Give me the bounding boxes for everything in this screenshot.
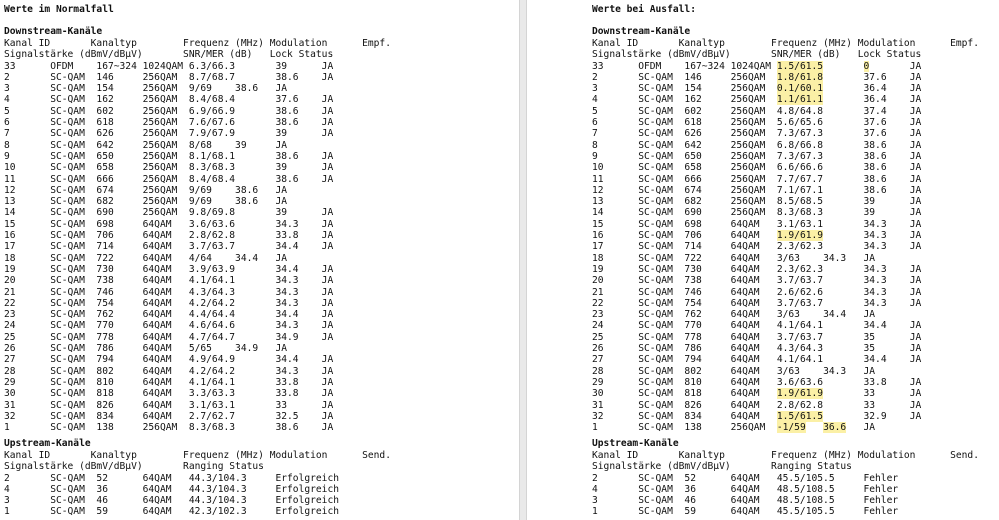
- row-channel-info: 1 SC-QAM 138 256QAM: [592, 422, 777, 434]
- row-lock-status: JA: [875, 207, 922, 219]
- table-row: 4 SC-QAM 36 64QAM 48.5/108.5 Fehler: [592, 483, 899, 495]
- row-snr-mer: 33: [863, 399, 876, 411]
- row-channel-info: 28 SC-QAM 802 64QAM: [592, 365, 777, 377]
- table-row: [592, 185, 921, 196]
- row-snr-mer: 37.6: [863, 117, 887, 129]
- row-spacer: [823, 320, 863, 331]
- table-row: 19 SC-QAM 730 64QAM 3.9/63.9 34.4 JA: [4, 263, 334, 275]
- table-row: [592, 117, 921, 128]
- row-spacer: [823, 106, 863, 117]
- table-row: [592, 207, 921, 218]
- row-lock-status: JA: [886, 218, 922, 230]
- row-signal-strength: 1.5/61.5: [776, 60, 824, 72]
- row-snr-mer: 36.6: [823, 422, 847, 434]
- table-header-line: Kanal ID Kanaltyp Frequenz (MHz) Modulation Send.: [592, 450, 979, 461]
- row-signal-strength: 3.1/63.1: [776, 218, 824, 230]
- table-row: [592, 83, 921, 94]
- row-channel-info: 30 SC-QAM 818 64QAM: [592, 388, 777, 400]
- row-channel-info: 29 SC-QAM 810 64QAM: [592, 376, 777, 388]
- table-row: [592, 72, 921, 83]
- row-channel-info: 32 SC-QAM 834 64QAM: [592, 410, 777, 422]
- row-spacer: [823, 287, 863, 298]
- row-lock-status: JA: [886, 354, 922, 366]
- row-lock-status: JA: [886, 286, 922, 298]
- row-signal-strength: 7.3/67.3: [776, 150, 824, 162]
- row-snr-mer: 36.4: [863, 83, 887, 95]
- table-row: 10 SC-QAM 658 256QAM 8.3/68.3 39 JA: [4, 162, 334, 174]
- table-row: [592, 320, 921, 331]
- row-lock-status: JA: [886, 83, 922, 95]
- row-snr-mer: 34.3: [823, 365, 847, 377]
- upstream-table: [4, 450, 391, 518]
- row-snr-mer: 0: [863, 60, 870, 72]
- table-row: [592, 309, 875, 320]
- row-signal-strength: 4.3/64.3: [776, 343, 824, 355]
- row-signal-strength: 3.7/63.7: [776, 297, 824, 309]
- table-row: 1 SC-QAM 138 256QAM 8.3/68.3 38.6 JA: [4, 422, 334, 434]
- table-row: [592, 106, 921, 117]
- row-snr-mer: 34.3: [863, 218, 887, 230]
- row-lock-status: JA: [886, 410, 922, 422]
- table-row: [592, 400, 921, 411]
- row-spacer: [823, 241, 863, 252]
- upstream-table: [592, 450, 979, 518]
- row-signal-strength: 5.6/65.6: [776, 117, 824, 129]
- table-row: 22 SC-QAM 754 64QAM 4.2/64.2 34.3 JA: [4, 297, 334, 309]
- table-row: 33 OFDM 167~324 1024QAM 6.3/66.3 39 JA: [4, 60, 334, 72]
- table-row: 11 SC-QAM 666 256QAM 8.4/68.4 38.6 JA: [4, 173, 334, 185]
- row-spacer: [806, 422, 823, 433]
- row-signal-strength: 3.7/63.7: [776, 275, 824, 287]
- row-snr-mer: 34.4: [863, 354, 887, 366]
- row-snr-mer: 34.3: [863, 230, 887, 242]
- row-channel-info: 23 SC-QAM 762 64QAM: [592, 309, 777, 321]
- table-row: 31 SC-QAM 826 64QAM 3.1/63.1 33 JA: [4, 399, 334, 411]
- table-row: [592, 388, 921, 399]
- table-row: [592, 366, 875, 377]
- row-snr-mer: 34.3: [863, 263, 887, 275]
- row-signal-strength: 1.9/61.9: [776, 388, 824, 400]
- row-signal-strength: 4.1/64.1: [776, 320, 824, 332]
- row-signal-strength: 4.1/64.1: [776, 354, 824, 366]
- row-lock-status: JA: [886, 241, 922, 253]
- table-row: [592, 162, 921, 173]
- table-row: 29 SC-QAM 810 64QAM 4.1/64.1 33.8 JA: [4, 376, 334, 388]
- table-header-line: Kanal ID Kanaltyp Frequenz (MHz) Modulation Empf.: [592, 38, 979, 49]
- panel-title: Werte im Normalfall: [4, 4, 114, 15]
- table-row: 17 SC-QAM 714 64QAM 3.7/63.7 34.4 JA: [4, 241, 334, 253]
- table-row: 27 SC-QAM 794 64QAM 4.9/64.9 34.4 JA: [4, 354, 334, 366]
- row-signal-strength: 8.3/68.3: [776, 207, 824, 219]
- row-channel-info: 4 SC-QAM 162 256QAM: [592, 94, 777, 106]
- row-lock-status: JA: [886, 162, 922, 174]
- row-channel-info: 33 OFDM 167~324 1024QAM: [592, 60, 777, 72]
- row-snr-mer: 34.3: [863, 275, 887, 287]
- row-signal-strength: 4.8/64.8: [776, 105, 824, 117]
- row-channel-info: 11 SC-QAM 666 256QAM: [592, 173, 777, 185]
- row-spacer: [823, 151, 863, 162]
- row-channel-info: 7 SC-QAM 626 256QAM: [592, 128, 777, 140]
- table-row: 12 SC-QAM 674 256QAM 9/69 38.6 JA: [4, 184, 288, 196]
- row-signal-strength: 7.7/67.7: [776, 173, 824, 185]
- table-row: [592, 332, 921, 343]
- downstream-section-title: Downstream-Kanäle: [592, 26, 691, 37]
- row-channel-info: 15 SC-QAM 698 64QAM: [592, 218, 777, 230]
- row-lock-status: JA: [869, 60, 922, 72]
- row-spacer: [823, 230, 863, 241]
- row-spacer: [823, 298, 863, 309]
- table-row: 23 SC-QAM 762 64QAM 4.4/64.4 34.4 JA: [4, 309, 334, 321]
- row-signal-strength: 2.6/62.6: [776, 286, 824, 298]
- row-signal-strength: 1.8/61.8: [776, 71, 824, 83]
- upstream-section-title: Upstream-Kanäle: [592, 438, 679, 449]
- row-channel-info: 22 SC-QAM 754 64QAM: [592, 297, 777, 309]
- row-lock-status: JA: [886, 297, 922, 309]
- table-header-line: Signalstärke (dBmV/dBµV) SNR/MER (dB) Lock Status: [592, 49, 922, 61]
- table-row: 30 SC-QAM 818 64QAM 3.3/63.3 33.8 JA: [4, 388, 334, 400]
- table-row: 16 SC-QAM 706 64QAM 2.8/62.8 33.8 JA: [4, 230, 334, 242]
- table-row: [592, 298, 921, 309]
- table-row: 4 SC-QAM 162 256QAM 8.4/68.4 37.6 JA: [4, 94, 334, 106]
- row-lock-status: JA: [875, 331, 922, 343]
- row-signal-strength: 2.3/62.3: [776, 241, 824, 253]
- row-snr-mer: 36.4: [863, 94, 887, 106]
- row-signal-strength: 6.6/66.6: [776, 162, 824, 174]
- table-row: [592, 140, 921, 151]
- row-signal-strength: 3/63: [776, 365, 800, 377]
- table-row: 2 SC-QAM 52 64QAM 44.3/104.3 Erfolgreich: [4, 472, 340, 484]
- row-channel-info: 25 SC-QAM 778 64QAM: [592, 331, 777, 343]
- table-row: 28 SC-QAM 802 64QAM 4.2/64.2 34.3 JA: [4, 365, 334, 377]
- row-snr-mer: 34.3: [863, 297, 887, 309]
- row-spacer: [823, 117, 863, 128]
- row-channel-info: 2 SC-QAM 146 256QAM: [592, 71, 777, 83]
- row-channel-info: 20 SC-QAM 738 64QAM: [592, 275, 777, 287]
- row-lock-status: JA: [875, 399, 922, 411]
- table-row: 1 SC-QAM 59 64QAM 42.3/102.3 Erfolgreich: [4, 506, 340, 518]
- row-signal-strength: 3/63: [776, 252, 800, 264]
- row-spacer: [823, 162, 863, 173]
- table-row: [592, 287, 921, 298]
- table-row: [592, 61, 921, 72]
- row-spacer: [823, 400, 863, 411]
- row-signal-strength: 1.5/61.5: [776, 410, 824, 422]
- row-spacer: [823, 377, 863, 388]
- row-lock-status: JA: [846, 365, 876, 377]
- row-snr-mer: 37.6: [863, 71, 887, 83]
- panel-title: Werte bei Ausfall:: [592, 4, 696, 15]
- row-lock-status: JA: [875, 196, 922, 208]
- row-snr-mer: 34.3: [823, 252, 847, 264]
- table-row: [592, 275, 921, 286]
- row-channel-info: 18 SC-QAM 722 64QAM: [592, 252, 777, 264]
- table-row: 25 SC-QAM 778 64QAM 4.7/64.7 34.9 JA: [4, 331, 334, 343]
- table-row: [592, 196, 921, 207]
- row-spacer: [823, 388, 863, 399]
- row-spacer: [800, 253, 823, 264]
- row-signal-strength: 8.5/68.5: [776, 196, 824, 208]
- downstream-table: [592, 38, 979, 433]
- row-spacer: [823, 411, 863, 422]
- row-channel-info: 6 SC-QAM 618 256QAM: [592, 117, 777, 129]
- table-row: 6 SC-QAM 618 256QAM 7.6/67.6 38.6 JA: [4, 117, 334, 129]
- row-snr-mer: 33.8: [863, 376, 887, 388]
- row-lock-status: JA: [886, 105, 922, 117]
- row-channel-info: 17 SC-QAM 714 64QAM: [592, 241, 777, 253]
- table-row: [592, 354, 921, 365]
- row-spacer: [823, 128, 863, 139]
- row-snr-mer: 34.3: [863, 241, 887, 253]
- row-lock-status: JA: [886, 139, 922, 151]
- panel-divider: [519, 0, 527, 520]
- row-spacer: [823, 72, 863, 83]
- row-spacer: [800, 366, 823, 377]
- row-channel-info: 9 SC-QAM 650 256QAM: [592, 150, 777, 162]
- row-signal-strength: 3.6/63.6: [776, 376, 824, 388]
- table-header-line: Signalstärke (dBmV/dBµV) Ranging Status: [4, 461, 264, 473]
- table-row: 3 SC-QAM 46 64QAM 48.5/108.5 Fehler: [592, 495, 899, 507]
- row-lock-status: JA: [886, 94, 922, 106]
- row-channel-info: 19 SC-QAM 730 64QAM: [592, 263, 777, 275]
- upstream-section-title: Upstream-Kanäle: [4, 438, 91, 449]
- table-header-line: Signalstärke (dBmV/dBµV) Ranging Status: [592, 461, 852, 473]
- row-channel-info: 12 SC-QAM 674 256QAM: [592, 184, 777, 196]
- table-row: 21 SC-QAM 746 64QAM 4.3/64.3 34.3 JA: [4, 286, 334, 298]
- table-row: 8 SC-QAM 642 256QAM 8/68 39 JA: [4, 139, 288, 151]
- row-channel-info: 8 SC-QAM 642 256QAM: [592, 139, 777, 151]
- row-channel-info: 16 SC-QAM 706 64QAM: [592, 230, 777, 242]
- downstream-section-title: Downstream-Kanäle: [4, 26, 103, 37]
- row-snr-mer: 39: [863, 207, 876, 219]
- row-channel-info: 5 SC-QAM 602 256QAM: [592, 105, 777, 117]
- row-snr-mer: 33: [863, 388, 876, 400]
- table-row: [592, 128, 921, 139]
- row-signal-strength: 0.1/60.1: [776, 83, 824, 95]
- row-lock-status: JA: [886, 230, 922, 242]
- row-channel-info: 24 SC-QAM 770 64QAM: [592, 320, 777, 332]
- row-snr-mer: 34.4: [823, 309, 847, 321]
- row-channel-info: 10 SC-QAM 658 256QAM: [592, 162, 777, 174]
- row-snr-mer: 34.3: [863, 286, 887, 298]
- row-signal-strength: 2.8/62.8: [776, 399, 824, 411]
- row-signal-strength: 1.9/61.9: [776, 230, 824, 242]
- row-lock-status: JA: [875, 343, 922, 355]
- row-spacer: [823, 140, 863, 151]
- row-channel-info: 21 SC-QAM 746 64QAM: [592, 286, 777, 298]
- row-signal-strength: -1/59: [776, 422, 806, 434]
- table-row: 26 SC-QAM 786 64QAM 5/65 34.9 JA: [4, 343, 288, 355]
- row-spacer: [823, 185, 863, 196]
- table-row: [592, 151, 921, 162]
- downstream-table: [4, 38, 391, 433]
- row-channel-info: 31 SC-QAM 826 64QAM: [592, 399, 777, 411]
- row-lock-status: JA: [886, 173, 922, 185]
- table-row: 3 SC-QAM 154 256QAM 9/69 38.6 JA: [4, 83, 288, 95]
- row-lock-status: JA: [886, 71, 922, 83]
- row-lock-status: JA: [886, 320, 922, 332]
- row-spacer: [823, 343, 863, 354]
- row-signal-strength: 7.3/67.3: [776, 128, 824, 140]
- row-lock-status: JA: [886, 117, 922, 129]
- row-signal-strength: 3.7/63.7: [776, 331, 824, 343]
- row-lock-status: JA: [875, 388, 922, 400]
- row-lock-status: JA: [886, 263, 922, 275]
- outage-values-panel: [528, 0, 999, 520]
- table-row: 5 SC-QAM 602 256QAM 6.9/66.9 38.6 JA: [4, 105, 334, 117]
- row-lock-status: JA: [846, 309, 876, 321]
- table-row: [592, 241, 921, 252]
- table-row: 18 SC-QAM 722 64QAM 4/64 34.4 JA: [4, 252, 288, 264]
- table-row: [592, 422, 875, 433]
- table-row: 2 SC-QAM 146 256QAM 8.7/68.7 38.6 JA: [4, 71, 334, 83]
- row-spacer: [823, 264, 863, 275]
- table-row: 13 SC-QAM 682 256QAM 9/69 38.6 JA: [4, 196, 288, 208]
- row-signal-strength: 6.8/66.8: [776, 139, 824, 151]
- row-spacer: [800, 309, 823, 320]
- row-snr-mer: 35: [863, 343, 876, 355]
- row-channel-info: 27 SC-QAM 794 64QAM: [592, 354, 777, 366]
- row-spacer: [823, 219, 863, 230]
- row-snr-mer: 35: [863, 331, 876, 343]
- row-snr-mer: 37.6: [863, 128, 887, 140]
- row-signal-strength: 2.3/62.3: [776, 263, 824, 275]
- row-spacer: [823, 83, 863, 94]
- table-row: 14 SC-QAM 690 256QAM 9.8/69.8 39 JA: [4, 207, 334, 219]
- table-row: 1 SC-QAM 59 64QAM 45.5/105.5 Fehler: [592, 506, 899, 518]
- table-row: [592, 230, 921, 241]
- row-lock-status: JA: [846, 422, 876, 434]
- row-snr-mer: 39: [863, 196, 876, 208]
- table-row: [592, 411, 921, 422]
- row-snr-mer: 38.6: [863, 139, 887, 151]
- row-spacer: [823, 275, 863, 286]
- table-row: [592, 174, 921, 185]
- row-snr-mer: 38.6: [863, 150, 887, 162]
- table-row: 4 SC-QAM 36 64QAM 44.3/104.3 Erfolgreich: [4, 483, 340, 495]
- row-spacer: [823, 207, 863, 218]
- table-row: 24 SC-QAM 770 64QAM 4.6/64.6 34.3 JA: [4, 320, 334, 332]
- row-lock-status: JA: [886, 184, 922, 196]
- table-row: [592, 264, 921, 275]
- row-spacer: [823, 332, 863, 343]
- table-header-line: Kanal ID Kanaltyp Frequenz (MHz) Modulation Empf.: [4, 38, 391, 49]
- row-spacer: [823, 174, 863, 185]
- row-lock-status: JA: [886, 376, 922, 388]
- table-header-line: Signalstärke (dBmV/dBµV) SNR/MER (dB) Lock Status: [4, 49, 334, 61]
- row-channel-info: 26 SC-QAM 786 64QAM: [592, 343, 777, 355]
- table-row: [592, 377, 921, 388]
- row-lock-status: JA: [886, 128, 922, 140]
- row-snr-mer: 37.4: [863, 105, 887, 117]
- row-signal-strength: 3/63: [776, 309, 800, 321]
- row-signal-strength: 1.1/61.1: [776, 94, 824, 106]
- table-row: 3 SC-QAM 46 64QAM 44.3/104.3 Erfolgreich: [4, 495, 340, 507]
- row-lock-status: JA: [846, 252, 876, 264]
- row-snr-mer: 34.4: [863, 320, 887, 332]
- table-header-line: Kanal ID Kanaltyp Frequenz (MHz) Modulation Send.: [4, 450, 391, 461]
- row-snr-mer: 38.6: [863, 162, 887, 174]
- table-row: 7 SC-QAM 626 256QAM 7.9/67.9 39 JA: [4, 128, 334, 140]
- table-row: [592, 253, 875, 264]
- row-spacer: [823, 196, 863, 207]
- row-spacer: [823, 354, 863, 365]
- table-row: 20 SC-QAM 738 64QAM 4.1/64.1 34.3 JA: [4, 275, 334, 287]
- row-snr-mer: 32.9: [863, 410, 887, 422]
- row-channel-info: 14 SC-QAM 690 256QAM: [592, 207, 777, 219]
- row-lock-status: JA: [886, 150, 922, 162]
- row-snr-mer: 38.6: [863, 184, 887, 196]
- table-row: [592, 94, 921, 105]
- row-spacer: [823, 61, 863, 72]
- row-channel-info: 13 SC-QAM 682 256QAM: [592, 196, 777, 208]
- row-signal-strength: 7.1/67.1: [776, 184, 824, 196]
- table-row: [592, 219, 921, 230]
- row-spacer: [823, 94, 863, 105]
- row-lock-status: JA: [886, 275, 922, 287]
- table-row: 32 SC-QAM 834 64QAM 2.7/62.7 32.5 JA: [4, 410, 334, 422]
- table-row: 15 SC-QAM 698 64QAM 3.6/63.6 34.3 JA: [4, 218, 334, 230]
- row-channel-info: 3 SC-QAM 154 256QAM: [592, 83, 777, 95]
- table-row: 2 SC-QAM 52 64QAM 45.5/105.5 Fehler: [592, 472, 899, 484]
- row-snr-mer: 38.6: [863, 173, 887, 185]
- table-row: [592, 343, 921, 354]
- table-row: 9 SC-QAM 650 256QAM 8.1/68.1 38.6 JA: [4, 150, 334, 162]
